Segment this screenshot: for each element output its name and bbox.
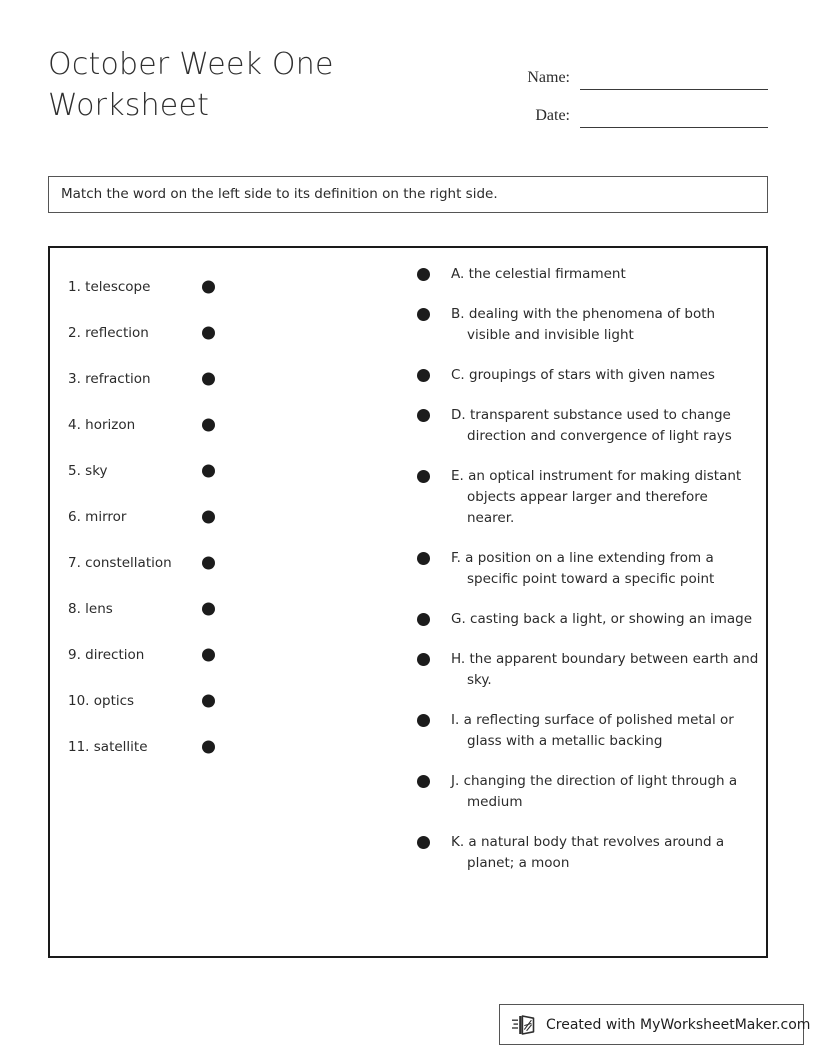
- definition-dot-icon[interactable]: [417, 308, 430, 321]
- definition-text: E. an optical instrument for making distant objects appear larger and therefore nearer.: [451, 468, 742, 526]
- matching-exercise-box: [48, 246, 768, 958]
- term-dot-icon[interactable]: [202, 695, 215, 708]
- term-row[interactable]: [50, 494, 400, 540]
- term-row[interactable]: [50, 724, 400, 770]
- term-dot-icon[interactable]: [202, 557, 215, 570]
- instruction-box: [48, 176, 768, 213]
- definition-dot-icon[interactable]: [417, 653, 430, 666]
- term-row[interactable]: [50, 586, 400, 632]
- definition-dot-icon[interactable]: [417, 775, 430, 788]
- definition-dot-icon[interactable]: [417, 836, 430, 849]
- definition-text: J. changing the direction of light through a medium: [451, 773, 738, 810]
- worksheet-header: [48, 44, 768, 144]
- term-row[interactable]: [50, 632, 400, 678]
- term-dot-icon[interactable]: [202, 465, 215, 478]
- date-row: [478, 90, 768, 128]
- term-row[interactable]: [50, 310, 400, 356]
- term-label: 10. optics: [68, 693, 135, 709]
- term-dot-icon[interactable]: [202, 741, 215, 754]
- term-label: 8. lens: [68, 601, 113, 617]
- term-dot-icon[interactable]: [202, 603, 215, 616]
- definition-row[interactable]: [408, 365, 766, 386]
- definition-dot-icon[interactable]: [417, 552, 430, 565]
- name-date-block: [478, 52, 768, 128]
- definition-text: H. the apparent boundary between earth and sky.: [451, 651, 759, 688]
- definition-dot-icon[interactable]: [417, 409, 430, 422]
- definition-row[interactable]: [408, 264, 766, 285]
- term-dot-icon[interactable]: [202, 419, 215, 432]
- definition-dot-icon[interactable]: [417, 470, 430, 483]
- definition-text: F. a position on a line extending from a specific point toward a specific point: [451, 550, 715, 587]
- definition-row[interactable]: [408, 710, 766, 752]
- definition-row[interactable]: [408, 609, 766, 630]
- definition-text: G. casting back a light, or showing an image: [451, 611, 753, 627]
- footer-badge[interactable]: [499, 1004, 811, 1045]
- term-dot-icon[interactable]: [202, 649, 215, 662]
- term-label: 1. telescope: [68, 279, 151, 295]
- definition-row[interactable]: [408, 405, 766, 447]
- worksheet-maker-logo-icon: [512, 1013, 538, 1037]
- terms-column: [50, 264, 400, 770]
- term-label: 9. direction: [68, 647, 145, 663]
- term-dot-icon[interactable]: [202, 327, 215, 340]
- matching-columns: [50, 248, 766, 956]
- definition-row[interactable]: [408, 649, 766, 691]
- term-row[interactable]: [50, 448, 400, 494]
- definition-dot-icon[interactable]: [417, 613, 430, 626]
- term-row[interactable]: [50, 540, 400, 586]
- date-input-line[interactable]: [580, 107, 768, 128]
- term-dot-icon[interactable]: [202, 511, 215, 524]
- term-row[interactable]: [50, 678, 400, 724]
- badge-text: Created with MyWorksheetMaker.com: [546, 1016, 811, 1033]
- definition-row[interactable]: [408, 832, 766, 874]
- name-row: [478, 52, 768, 90]
- term-label: 2. reflection: [68, 325, 149, 341]
- definition-text: D. transparent substance used to change direction and convergence of light rays: [451, 407, 732, 444]
- term-label: 11. satellite: [68, 739, 148, 755]
- definition-text: C. groupings of stars with given names: [451, 367, 715, 383]
- term-label: 7. constellation: [68, 555, 172, 571]
- definition-dot-icon[interactable]: [417, 714, 430, 727]
- term-row[interactable]: [50, 356, 400, 402]
- definition-dot-icon[interactable]: [417, 268, 430, 281]
- term-label: 3. refraction: [68, 371, 151, 387]
- definition-text: A. the celestial firmament: [451, 266, 626, 282]
- definitions-column: [408, 264, 766, 893]
- term-row[interactable]: [50, 264, 400, 310]
- definition-text: I. a reflecting surface of polished metal or glass with a metallic backing: [451, 712, 734, 749]
- definition-dot-icon[interactable]: [417, 369, 430, 382]
- date-label: Date:: [535, 107, 570, 124]
- term-label: 5. sky: [68, 463, 108, 479]
- term-dot-icon[interactable]: [202, 281, 215, 294]
- definition-row[interactable]: [408, 466, 766, 529]
- name-label: Name:: [527, 69, 570, 86]
- definition-row[interactable]: [408, 771, 766, 813]
- definition-row[interactable]: [408, 304, 766, 346]
- term-dot-icon[interactable]: [202, 373, 215, 386]
- term-label: 6. mirror: [68, 509, 127, 525]
- term-label: 4. horizon: [68, 417, 136, 433]
- definition-row[interactable]: [408, 548, 766, 590]
- name-input-line[interactable]: [580, 69, 768, 90]
- term-row[interactable]: [50, 402, 400, 448]
- instruction-text: Match the word on the left side to its definition on the right side.: [61, 186, 498, 202]
- page-title: October Week One Worksheet: [48, 47, 334, 123]
- definition-text: K. a natural body that revolves around a planet; a moon: [451, 834, 725, 871]
- definition-text: B. dealing with the phenomena of both visible and invisible light: [451, 306, 716, 343]
